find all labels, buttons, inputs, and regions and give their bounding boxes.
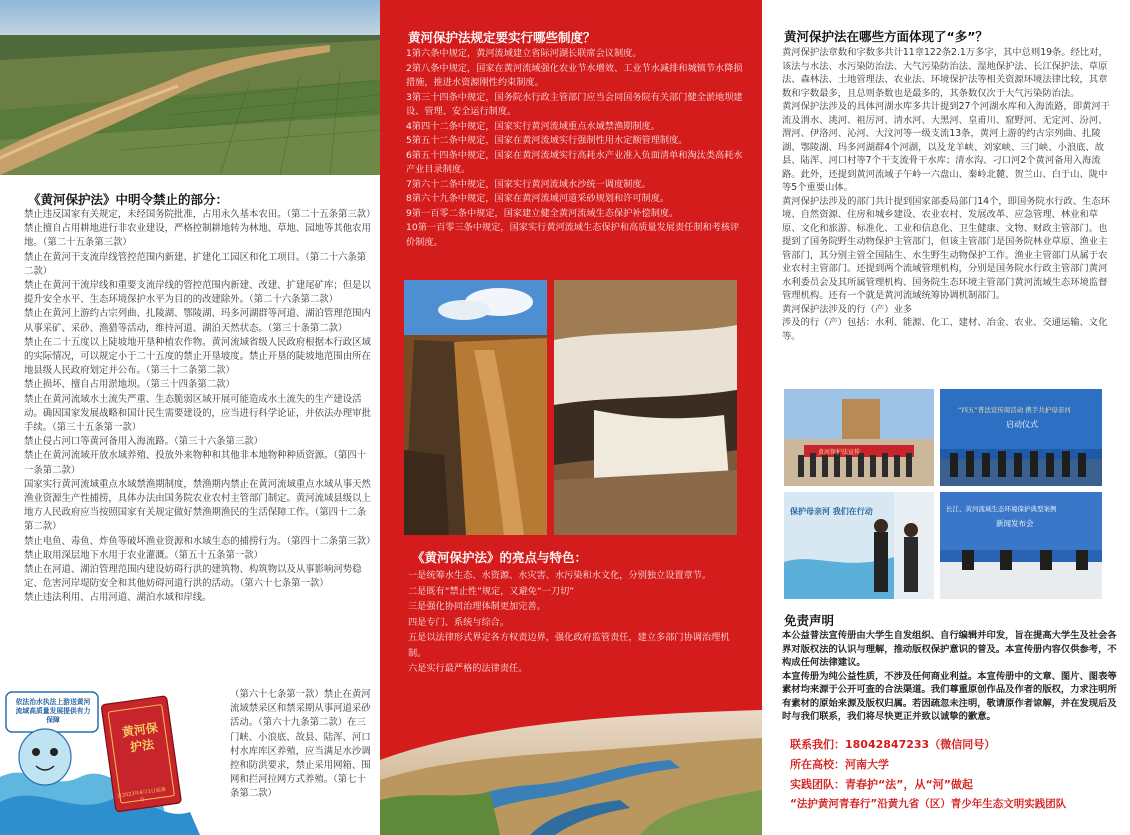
mural-slogan: 保护母亲河 我们在行动	[790, 507, 873, 516]
aspect-paragraph: 黄河保护法涉及的部门共计提到国家部委局部门14个，即国务院水行政、生态环境、自然资源、住房和城乡建设、农业农村、发展改革、应急管理、林业和草原、文化和旅游、标准化、工业和信息化、卫生健康、文物、财政主管部门。也提到了国务院野生动物保护主管部门，但该主管部门是国务院林业草原、渔业主管部门，其分别主管全国陆生、水生野生动物保护工作。渔业主管部门从属于农业农村主管部门。还提到两个流域管理机构，分别是国务院水行政主管部门黄河水利委员会及其所属管理机构、国务院生态环境主管部门黄河流域生态环境监督管理机构。还有一个就是黄河流域统筹协调机制部门。	[782, 195, 1110, 301]
press-banner-line2: 新闻发布会	[996, 519, 1034, 528]
disclaimer-paragraph: 本宣传册为纯公益性质，不涉及任何商业利益。本宣传册中的文章、图片、图表等素材均来源于公开可查的合法渠道。我们尊重原创作品及作者的版权，力求注明所有素材的原始来源及版权归属。若因疏忽未注明，敬请原作者谅解，并在发现后及时与我们联系，我们将尽快更正并致以诚挚的歉意。	[782, 670, 1117, 722]
highlight-item: 四是专门、系统与综合。	[408, 616, 510, 628]
prohibitions-heading: 《黄河保护法》中明令禁止的部分：	[28, 192, 229, 207]
prohibition-item: 禁止在二十五度以上陡坡地开垦种植农作物。黄河流域省级人民政府根据本行政区域的实际情况，可以规定小于二十五度的禁止开垦坡度。禁止开垦的陡坡地范围由所在地县级人民政府划定并公布。（第三十二条第二款）	[24, 336, 371, 377]
right-panel	[762, 0, 1130, 835]
aspect-paragraph: 黄河保护法涉及的具体河湖水库多共计提到27个河湖水库和入海流路，即黄河干流及渭水、洮河、祖厉河、清水河、大黑河、皇甫川、窟野河、无定河、汾河、渭河、伊洛河、沁河、大汶河等一级支流13条，黄河上游的约古宗列曲、扎陵湖、鄂陵湖、玛多河湖群4个河湖，以及龙羊峡、刘家峡、三门峡、小浪底、故县、陆浑、河口村等7个干支流骨干水库；清水沟、刁口河2个黄河备用入海流路。此外，还提到黄河流域子午岭一六盘山、秦岭北麓、贺兰山、白于山、陇中等5个重要山体。	[782, 101, 1110, 193]
contact-phone: 联系我们：18042847233（微信同号）	[790, 738, 996, 751]
left-panel	[0, 0, 380, 835]
system-item: 3第三十四条中规定，国务院水行政主管部门应当会同国务院有关部门健全淤地坝建设、管理、安全运行制度。	[406, 91, 743, 117]
prohibition-item: 禁止违法利用、占用河道、湖泊水域和岸线。	[24, 592, 212, 604]
system-item: 1第六条中规定，黄河流域建立省际河湖长联席会议制度。	[406, 48, 642, 59]
many-aspects-heading: 黄河保护法在哪些方面体现了“多”？	[784, 29, 988, 44]
aspect-paragraph: 黄河保护法章数和字数多共计11章122条2.1万多字，其中总则19条。经比对，该法与水法、水污染防治法、大气污染防治法、湿地保护法、长江保护法、草原法、森林法、土地管理法、农业法、环境保护法等相关资源环境法律比较，其章数和字数最多，且总则条数也是最多的，其条数仅次于大气污染防治法。	[782, 47, 1108, 99]
system-item: 9第一百零二条中规定，国家建立健全黄河流域生态保护补偿制度。	[406, 207, 679, 219]
event-banner-2-line2: 启动仪式	[1006, 420, 1038, 429]
many-aspects-body	[782, 46, 1116, 343]
prohibition-item: 禁止取用深层地下水用于农业灌溉。（第五十五条第一款）	[24, 549, 264, 561]
river-delta-photo	[380, 690, 762, 835]
press-banner-line1: 长江、黄河流域生态环境保护典型案例	[946, 505, 1057, 513]
disclaimer-body	[782, 629, 1118, 724]
disclaimer-heading: 免责声明	[784, 613, 835, 628]
prohibition-item: 禁止在黄河干流岸线和重要支流岸线的管控范围内新建、改建、扩建尾矿库；但是以提升安全水平、生态环境保护水平为目的的改建除外。（第二十六条第二款）	[24, 280, 371, 306]
system-item: 7第六十二条中规定，国家实行黄河流域水沙统一调度制度。	[406, 178, 651, 190]
prohibition-item: 禁止损坏、擅自占用淤地坝。（第三十四条第二款）	[24, 379, 235, 391]
waterfall-photo-1	[404, 280, 547, 535]
system-item: 2第八条中规定，国家在黄河流域强化农业节水增效、工业节水减排和城镇节水降损措施，推进水资源刚性约束制度。	[406, 62, 743, 88]
event-photo-1	[784, 389, 934, 486]
systems-list	[406, 47, 746, 250]
event-photo-2-image	[940, 389, 1102, 486]
prohibition-item: 禁止擅自占用耕地进行非农业建设，严格控制耕地转为林地、草地、园地等其他农用地。（第二十五条第三款）	[24, 223, 371, 249]
book-title: 黄河保护法	[121, 720, 159, 755]
practice-team-full: “法护黄河青春行”沿黄九省（区）青少年生态文明实践团队	[790, 798, 1067, 810]
highlights-list	[408, 568, 742, 677]
event-photo-2	[940, 389, 1102, 486]
highlights-heading: 《黄河保护法》的亮点与特色：	[412, 550, 588, 565]
highlight-item: 六是实行最严格的法律责任。	[408, 663, 528, 674]
highlight-item: 一是统筹水生态、水资源、水灾害、水污染和水文化，分别独立设置章节。	[408, 570, 712, 581]
aspect-paragraph: 黄河保护法涉及的行（产）业多	[782, 303, 913, 315]
prohibitions-list	[24, 208, 376, 606]
book-date: 自2023年4月1日起施行	[116, 786, 167, 804]
disclaimer-paragraph: 本公益普法宣传册由大学生自发组织、自行编辑并印发，旨在提高大学生及社会各界对版权法的认识与理解，推动版权保护意识的普及。本宣传册内容仅供参考，不构成任何法律建议。	[782, 630, 1117, 668]
prohibition-item: 国家实行黄河流域重点水域禁渔期制度，禁渔期内禁止在黄河流域重点水域从事天然渔业资源生产性捕捞，具体办法由国务院农业农村主管部门制定。黄河流域县级以上地方人民政府应当按照国家有关规定做好禁渔期渔民的生活保障工作。（第四十二条第二款）	[24, 478, 371, 533]
event-photo-1-image	[784, 389, 934, 486]
prohibition-item: 禁止在黄河流域开放水域养殖、投放外来物种和其他非本地物种种质资源。（第四十一条第二款）	[24, 450, 367, 476]
yellow-river-aerial-photo	[0, 0, 380, 175]
middle-panel	[380, 0, 762, 835]
event-banner-2-line1: “四五”普法宣传周活动 携手共护母亲河	[958, 406, 1071, 414]
system-item: 6第五十四条中规定，国家在黄河流域实行高耗水产业准入负面清单和淘汰类高耗水产业目录制度。	[406, 149, 743, 175]
system-item: 5第五十二条中规定，国家在黄河流域实行强制性用水定额管理制度。	[406, 135, 688, 146]
prohibition-item: 禁止在河道、湖泊管理范围内建设妨碍行洪的建筑物、构筑物以及从事影响河势稳定、危害河岸堤防安全和其他妨碍河道行洪的活动。（第六十七条第一款）	[24, 564, 362, 590]
prohibition-item: 禁止在黄河干支流岸线管控范围内新建、扩建化工园区和化工项目。（第二十六条第二款）	[24, 251, 367, 277]
prohibition-item: 禁止电鱼、毒鱼、炸鱼等破坏渔业资源和水域生态的捕捞行为。（第四十二条第三款）	[24, 535, 376, 547]
system-item: 10第一百零三条中规定，国家实行黄河流域生态保护和高质量发展责任制和考核评价制度。	[406, 222, 740, 248]
systems-heading: 黄河保护法规定要实行哪些制度？	[408, 30, 596, 45]
prohibitions-continuation: （第六十七条第一款）禁止在黄河流域禁采区和禁采期从事河道采砂活动。（第六十九条第二款）在三门峡、小浪底、故县、陆浑、河口村水库库区养殖，应当满足水沙调控和防洪要求，禁止采用网箱、围网和拦河拉网方式养殖。（第七十条第二款）	[230, 689, 371, 800]
event-photo-3	[784, 492, 934, 599]
practice-team: 实践团队：青春护“法”，从“河”做起	[790, 778, 973, 791]
school-name: 所在高校：河南大学	[790, 758, 889, 771]
prohibition-item: 禁止侵占河口等黄河备用入海流路。（第三十六条第三款）	[24, 436, 264, 448]
aspect-paragraph: 涉及的行（产）包括：水利、能源、化工、建材、冶金、农业、交通运输、文化等。	[782, 317, 1108, 342]
highlight-item: 三是强化协同治理体制更加完善。	[408, 601, 546, 612]
mascot-cartoon	[0, 682, 225, 835]
system-item: 8第六十九条中规定，国家在黄河流域河道采砂规划和许可制度。	[406, 193, 670, 204]
waterfall-photo-2	[554, 280, 737, 535]
prohibition-item: 禁止在黄河流域水土流失严重、生态脆弱区域开展可能造成水土流失的生产建设活动。确因国家发展战略和国计民生需要建设的，应当进行科学论证，并依法办理审批手续。（第三十五条第一款）	[24, 393, 371, 434]
event-banner-1: 黄河保护法宣传	[818, 449, 861, 456]
prohibition-item: 禁止在黄河上游约古宗列曲、扎陵湖、鄂陵湖、玛多河湖群等河道、湖泊管理范围内从事采矿、采砂、渔猎等活动，维持河道、湖泊天然状态。（第三十条第二款）	[24, 308, 371, 334]
highlight-item: 二是既有“禁止性”规定，又避免“一刀切”	[408, 585, 575, 597]
system-item: 4第四十二条中规定，国家实行黄河流域重点水域禁渔期制度。	[406, 120, 660, 132]
prohibition-item: 禁止违反国家有关规定，未经国务院批准，占用永久基本农田。（第二十五条第三款）	[24, 209, 376, 220]
highlight-item: 五是以法律形式界定各方权责边界，强化政府监管责任，建立多部门协调治理机制。	[408, 632, 730, 659]
event-photo-4	[940, 492, 1102, 599]
mascot-speech: 依法治水执法上游送黄河流域高质量发展提供有力保障	[15, 698, 91, 724]
